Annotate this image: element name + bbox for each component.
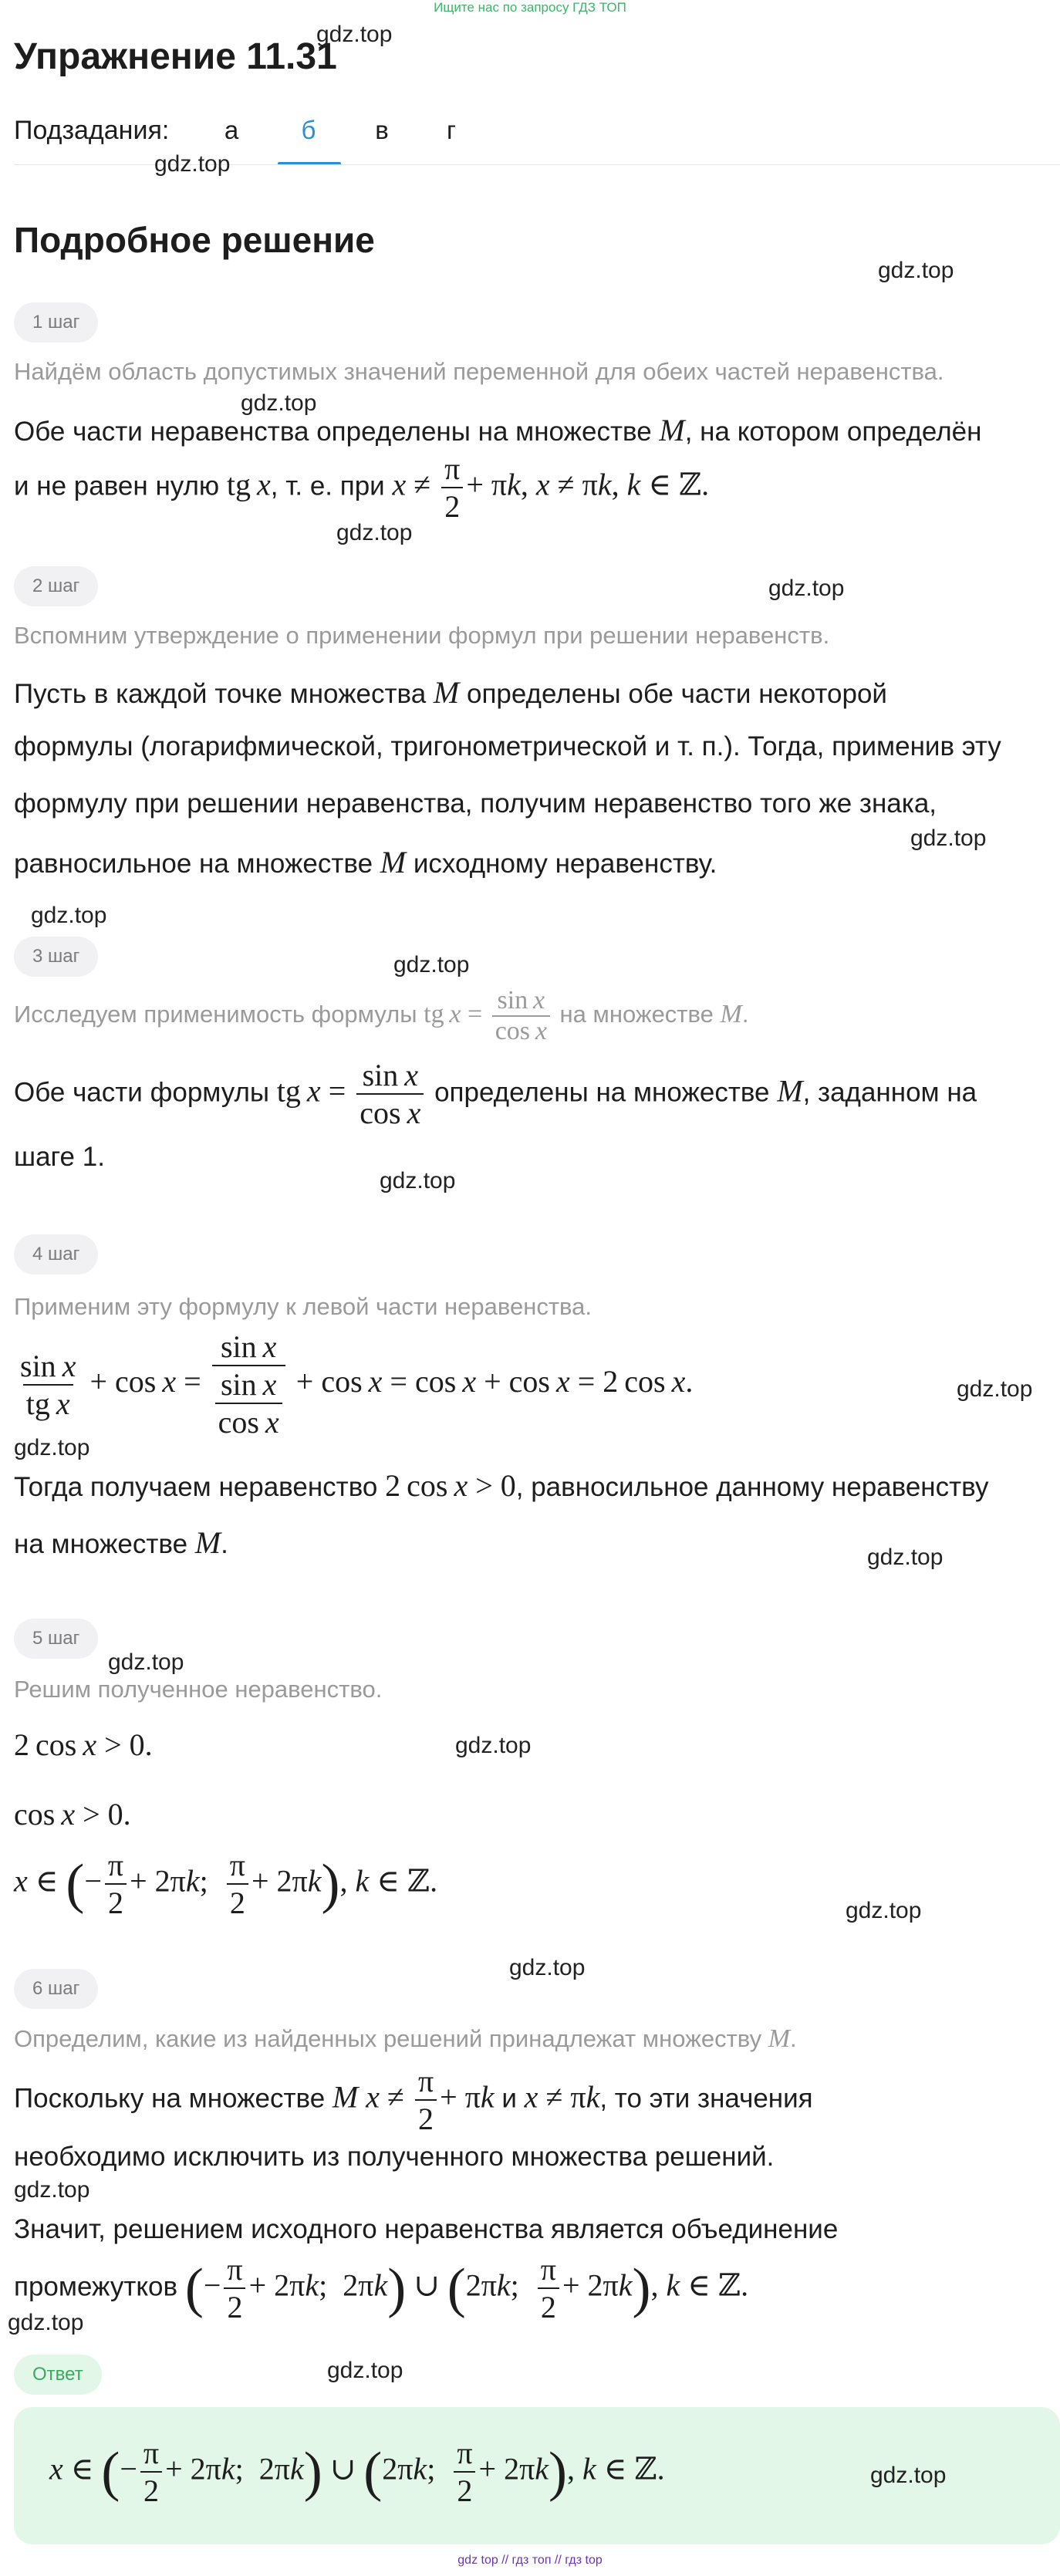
watermark: gdz.top (870, 2463, 947, 2488)
watermark: gdz.top (336, 520, 413, 545)
watermark: gdz.top (108, 1649, 184, 1675)
step-6-line-4: промежутков (− $\frac{\pi}{2}$ + 2πk; 2πk) ∪ (2πk; $\frac{\pi}{2}$ + 2πk), k ∈ ℤ. (14, 2252, 749, 2324)
step-2-line-4: равносильное на множестве M исходному неравенству. (14, 845, 717, 879)
step-5-eq-1: 2 cos x > 0. (14, 1727, 153, 1762)
watermark: gdz.top (241, 390, 317, 416)
step-5-chip: 5 шаг (14, 1619, 98, 1659)
step-5-eq-3: x ∈ (− $\frac{\pi}{2}$ + 2πk; $\frac{\pi}{2}$ + 2πk), k ∈ ℤ. (14, 1848, 438, 1920)
step-2-line-3: формулу при решении неравенства, получим неравенство того же знака, (14, 788, 937, 819)
watermark: gdz.top (509, 1955, 586, 1980)
step-1-line-1: Обе части неравенства определены на множестве M, на котором определён (14, 413, 982, 447)
step-2-line-2: формулы (логарифмической, тригонометрической и т. п.). Тогда, применив эту (14, 731, 1001, 761)
step-6-line-1: Поскольку на множестве M x ≠ $\frac{\pi}{2}$ + πk и x ≠ πk, то эти значения (14, 2064, 813, 2136)
watermark: gdz.top (867, 1545, 944, 1570)
step-6-hint: Определим, какие из найденных решений принадлежат множеству M. (14, 2024, 797, 2053)
watermark: gdz.top (31, 903, 107, 928)
subtasks-label: Подзадания: (14, 116, 170, 145)
fraction-pi-over-2: $\frac{\pi}{2}$ (441, 451, 463, 525)
watermark: gdz.top (957, 1376, 1033, 1402)
answer-formula: x ∈ (− $\frac{\pi}{2}$ + 2πk; 2πk) ∪ (2πk; $\frac{\pi}{2}$ + 2πk), k ∈ ℤ. (49, 2436, 665, 2508)
tab-v[interactable]: в (375, 116, 389, 144)
watermark: gdz.top (8, 2310, 84, 2335)
step-2-hint: Вспомним утверждение о применении формул при решении неравенств. (14, 622, 830, 649)
step-2-line-1: Пусть в каждой точке множества M определены обе части некоторой (14, 675, 887, 710)
answer-chip: Ответ (14, 2355, 102, 2395)
watermark: gdz.top (380, 1168, 456, 1193)
page-title: Упражнение 11.31 (14, 36, 337, 77)
step-1-chip: 1 шаг (14, 302, 98, 343)
step-4-formula: $\frac{\text{sin x}}{\text{tg x}}$ + cos x = sin x sin x cos x + cos x = cos x + cos x = 2 cos x. (20, 1329, 694, 1440)
watermark: gdz.top (846, 1898, 922, 1923)
top-ad-text[interactable]: Ищите нас по запросу ГДЗ ТОП (434, 0, 626, 15)
section-title: Подробное решение (14, 220, 375, 260)
tab-b[interactable]: б (301, 116, 316, 144)
tab-g[interactable]: г (446, 116, 457, 144)
watermark: gdz.top (14, 2177, 90, 2203)
step-4-line-2: на множестве M. (14, 1525, 228, 1560)
footer-links[interactable]: gdz top // гдз топ // гдз top (457, 2554, 603, 2567)
step-3-chip: 3 шаг (14, 937, 98, 977)
watermark: gdz.top (878, 258, 954, 283)
step-6-line-3: Значит, решением исходного неравенства является объединение (14, 2214, 839, 2244)
watermark: gdz.top (455, 1733, 532, 1758)
step-3-hint: Исследуем применимость формулы tg x = $\frac{\text{sin x}}{\text{cos x}}$ на множестве M. (14, 986, 749, 1045)
step-1-hint: Найдём область допустимых значений переменной для обеих частей неравенства. (14, 358, 944, 385)
step-2-chip: 2 шаг (14, 566, 98, 606)
step-5-eq-2: cos x > 0. (14, 1797, 131, 1832)
step-4-line-1: Тогда получаем неравенство 2 cos x > 0, равносильное данному неравенству (14, 1468, 989, 1503)
tab-a[interactable]: а (224, 116, 239, 144)
step-6-chip: 6 шаг (14, 1969, 98, 2009)
step-6-line-2: необходимо исключить из полученного множества решений. (14, 2142, 775, 2172)
step-3-line-1: Обе части формулы tg x = $\frac{\text{sin x}}{\text{cos x}}$ определены на множестве M, заданном на (14, 1058, 977, 1130)
watermark: gdz.top (768, 576, 845, 601)
watermark: gdz.top (316, 22, 393, 47)
step-5-hint: Решим полученное неравенство. (14, 1676, 383, 1703)
step-4-chip: 4 шаг (14, 1234, 98, 1274)
step-4-hint: Применим эту формулу к левой части неравенства. (14, 1293, 592, 1320)
step-3-line-2: шаге 1. (14, 1142, 105, 1172)
watermark: gdz.top (154, 151, 231, 177)
watermark: gdz.top (14, 1435, 90, 1460)
watermark: gdz.top (393, 952, 470, 977)
watermark: gdz.top (910, 825, 987, 851)
watermark: gdz.top (327, 2358, 403, 2383)
step-1-line-2: и не равен нулю tg x, т. е. при x ≠ $\frac{\pi}{2}$ + πk, x ≠ πk, k ∈ ℤ. (14, 451, 710, 524)
